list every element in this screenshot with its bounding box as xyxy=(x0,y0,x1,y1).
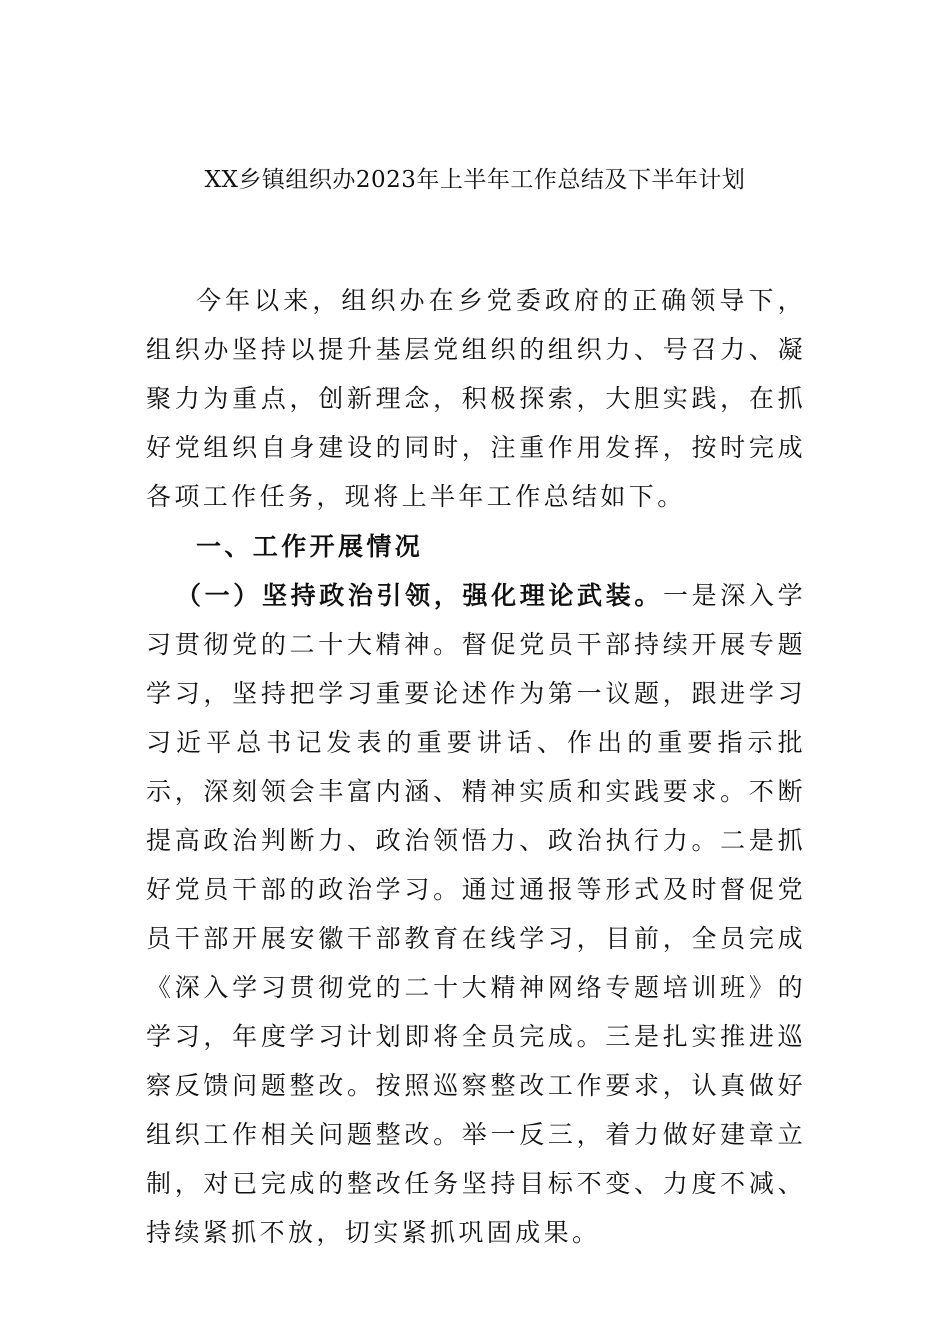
subsection-lead: （一）坚持政治引领，强化理论武装。 xyxy=(176,581,663,610)
intro-paragraph: 今年以来，组织办在乡党委政府的正确领导下，组织办坚持以提升基层党组织的组织力、号召力、凝聚力为重点，创新理念，积极探索，大胆实践，在抓好党组织自身建设的同时，注重作用发挥，按时完成各项工作任务，现将上半年工作总结如下。 xyxy=(146,286,806,511)
document-title: XX乡镇组织办2023年上半年工作总结及下半年计划 xyxy=(204,167,746,193)
subsection-body: 一是深入学习贯彻党的二十大精神。督促党员干部持续开展专题学习，坚持把学习重要论述作为第一议题，跟进学习习近平总书记发表的重要讲话、作出的重要指示批示，深刻领会丰富内涵、精神实质和实践要求。不断提高政治判断力、政治领悟力、政治执行力。二是抓好党员干部的政治学习。通过通报等形式及时督促党员干部开展安徽干部教育在线学习，目前，全员完成《深入学习贯彻党的二十大精神网络专题培训班》的学习，年度学习计划即将全员完成。三是扎实推进巡察反馈问题整改。按照巡察整改工作要求，认真做好组织工作相关问题整改。举一反三，着力做好建章立制，对已完成的整改任务坚持目标不变、力度不减、持续紧抓不放，切实紧抓巩固成果。 xyxy=(146,581,806,1247)
subsection-paragraph xyxy=(146,571,806,1257)
section-heading: 一、工作开展情况 xyxy=(196,532,424,561)
